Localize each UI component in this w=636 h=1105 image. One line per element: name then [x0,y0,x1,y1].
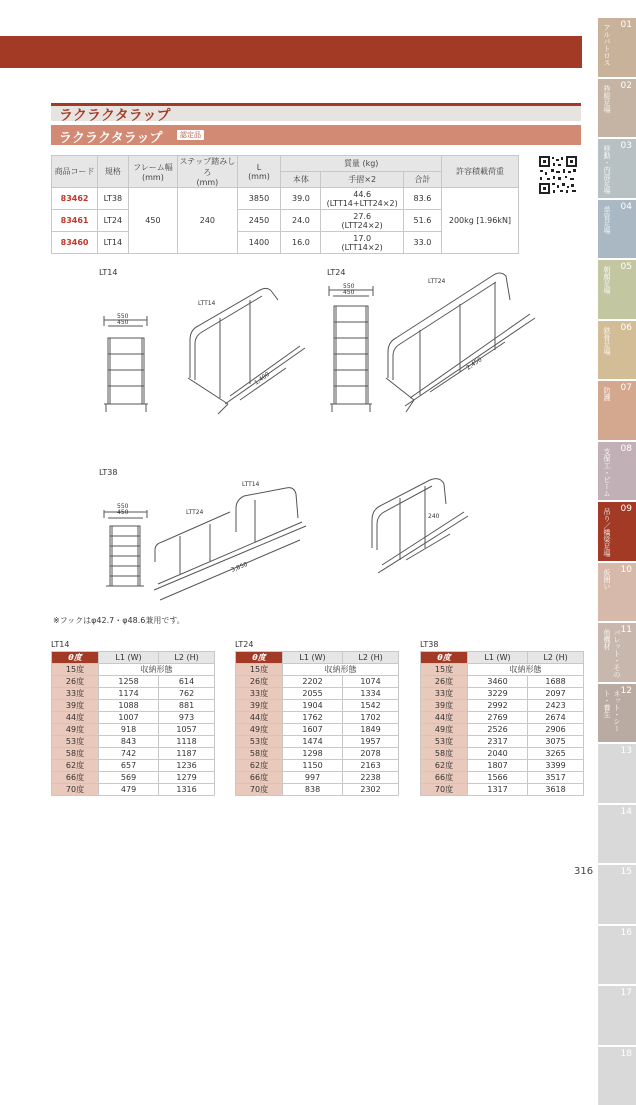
l2-value: 1542 [343,700,399,712]
l2-value: 3075 [528,736,584,748]
angle-degree: 26度 [52,676,99,688]
l1-value: 2526 [468,724,528,736]
header-load: 許容積載荷重 [441,156,518,188]
lt14-length: 1,400 [253,371,271,387]
section-label: 朝顔足場 [602,266,612,294]
lt38-rail-label-1: LTT24 [186,509,204,516]
lt14-width-outer: 550 [117,313,129,320]
detail-view [372,479,468,573]
detail-dimension: 240 [428,513,440,520]
lt24-width-inner: 450 [343,289,355,296]
stored-label: 収納形態 [468,664,584,676]
l1-value: 657 [99,760,159,772]
angle-row [236,724,399,736]
angle-degree: 62度 [236,760,283,772]
angle-row [236,748,399,760]
l2-value: 1688 [528,676,584,688]
lt38-side-view [154,488,306,600]
l2-value: 1702 [343,712,399,724]
l1-value: 1607 [283,724,343,736]
section-label: 支保工・ビーム [602,448,612,497]
body-weight: 24.0 [281,210,321,232]
section-tab-06[interactable] [598,321,636,380]
angle-row [52,688,215,700]
l1-value: 1566 [468,772,528,784]
angle-degree: 33度 [236,688,283,700]
lt14-side-view [188,288,305,414]
section-number: 17 [621,988,632,998]
header-length: L (mm) [237,156,281,188]
lt14-front-view [104,316,148,412]
section-number: 15 [621,867,632,877]
angle-row [421,688,584,700]
angle-degree: 15度 [421,664,468,676]
angle-degree: 70度 [236,784,283,796]
angle-row [421,712,584,724]
l2-value: 2078 [343,748,399,760]
angle-table-label: LT14 [51,640,69,649]
angle-degree: 33度 [52,688,99,700]
section-label: 吊り／橋梁足場 [602,508,612,557]
section-tab-10[interactable] [598,563,636,622]
angle-degree: 26度 [421,676,468,688]
section-label: ネット・シート・養生 [602,690,622,743]
l1-value: 2055 [283,688,343,700]
l2-value: 762 [159,688,215,700]
angle-row [421,772,584,784]
angle-degree: 58度 [52,748,99,760]
rail-weight-detail: (LTT24×2) [342,221,383,230]
l1-value: 838 [283,784,343,796]
body-weight: 16.0 [281,232,321,254]
angle-row [236,664,399,676]
angle-table-lt24 [235,651,399,796]
header-code: 商品コード [52,156,98,188]
angle-row [236,736,399,748]
header-frame: フレーム幅 (mm) [128,156,178,188]
l1-value: 1174 [99,688,159,700]
l1-value: 2040 [468,748,528,760]
angle-degree: 66度 [421,772,468,784]
l2-value: 1057 [159,724,215,736]
section-tab-05[interactable] [598,260,636,319]
l1-value: 2202 [283,676,343,688]
l2-value: 3618 [528,784,584,796]
angle-degree: 66度 [52,772,99,784]
angle-degree: 53度 [421,736,468,748]
total-weight: 83.6 [403,188,441,210]
section-label: 単管足場 [602,206,612,234]
l2-value: 2302 [343,784,399,796]
angle-degree: 58度 [421,748,468,760]
angle-degree: 44度 [421,712,468,724]
angle-degree: 15度 [52,664,99,676]
header-rail: 手摺×2 [321,172,403,188]
lt14-rail-label: LTT14 [198,300,216,307]
angle-header-row [236,652,399,664]
angle-degree: 70度 [421,784,468,796]
lt38-width-outer: 550 [117,503,129,510]
theta-header: θ度 [421,652,468,664]
section-number: 01 [621,20,632,30]
header-step: ステップ踏みしろ (mm) [178,156,237,188]
angle-degree: 62度 [52,760,99,772]
allowable-load: 200kg [1.96kN] [441,188,518,254]
page-number: 316 [574,866,593,877]
step-width: 240 [178,188,237,254]
lt24-side-view [386,273,535,412]
l2-value: 1187 [159,748,215,760]
section-label: 仮囲い [602,569,612,590]
total-weight: 51.6 [403,210,441,232]
l1-value: 918 [99,724,159,736]
section-number: 16 [621,928,632,938]
l2-value: 881 [159,700,215,712]
hook-note: ※フックはφ42.7・φ48.6兼用です。 [53,615,185,626]
lt38-rail-label-2: LTT14 [242,481,260,488]
section-label: パレット・その他機材 [602,629,622,682]
angle-row [421,784,584,796]
section-tab-08[interactable] [598,442,636,501]
angle-row [421,664,584,676]
angle-row [236,700,399,712]
angle-row [236,712,399,724]
l2-value: 614 [159,676,215,688]
l1-value: 2769 [468,712,528,724]
rail-weight-value: 17.0 [353,234,371,243]
l1-value: 1150 [283,760,343,772]
product-code: 83461 [52,210,98,232]
angle-degree: 58度 [236,748,283,760]
l2-value: 2674 [528,712,584,724]
rail-weight-value: 27.6 [353,212,371,221]
l2-value: 2097 [528,688,584,700]
section-number: 10 [621,565,632,575]
l1-value: 3460 [468,676,528,688]
l1-value: 1317 [468,784,528,796]
angle-row [421,700,584,712]
angle-degree: 39度 [421,700,468,712]
section-number: 13 [621,746,632,756]
section-tab-13[interactable] [598,744,636,803]
stored-label: 収納形態 [99,664,215,676]
l1-value: 479 [99,784,159,796]
angle-degree: 44度 [236,712,283,724]
angle-row [52,736,215,748]
l2-value: 3265 [528,748,584,760]
l1-value: 2992 [468,700,528,712]
section-number: 12 [621,686,632,696]
angle-row [52,784,215,796]
product-code: 83460 [52,232,98,254]
section-tab-01[interactable] [598,18,636,77]
certified-badge: 認定品 [177,130,204,140]
l1-value: 997 [283,772,343,784]
angle-row [236,676,399,688]
section-tab-16[interactable] [598,926,636,985]
l1-header: L1 (W) [283,652,343,664]
diagram-label-lt24: LT24 [327,268,345,277]
angle-row [52,760,215,772]
angle-table-label: LT24 [235,640,253,649]
l1-value: 569 [99,772,159,784]
total-weight: 33.0 [403,232,441,254]
l2-value: 1316 [159,784,215,796]
l2-value: 2423 [528,700,584,712]
header-body: 本体 [281,172,321,188]
l1-value: 1088 [99,700,159,712]
l1-value: 1474 [283,736,343,748]
l1-value: 1298 [283,748,343,760]
section-number: 02 [621,81,632,91]
l2-value: 973 [159,712,215,724]
l2-value: 1334 [343,688,399,700]
angle-row [421,760,584,772]
theta-header: θ度 [52,652,99,664]
l1-header: L1 (W) [99,652,159,664]
section-tab-12[interactable] [598,684,636,743]
section-number: 03 [621,141,632,151]
angle-degree: 15度 [236,664,283,676]
angle-degree: 62度 [421,760,468,772]
length: 3850 [237,188,281,210]
angle-row [236,760,399,772]
angle-row [236,688,399,700]
angle-row [421,748,584,760]
length: 2450 [237,210,281,232]
l1-value: 3229 [468,688,528,700]
page-subtitle: ラクラクタラップ [59,127,162,146]
rail-weight-value: 44.6 [353,190,371,199]
lt24-width-outer: 550 [343,283,355,290]
lt24-front-view [329,286,373,412]
l2-value: 1074 [343,676,399,688]
section-number: 11 [621,625,632,635]
angle-degree: 53度 [236,736,283,748]
l2-value: 2163 [343,760,399,772]
angle-degree: 44度 [52,712,99,724]
stored-label: 収納形態 [283,664,399,676]
lt38-front-view [104,510,147,586]
l2-header: L2 (H) [343,652,399,664]
section-tab-11[interactable] [598,623,636,682]
l2-value: 1849 [343,724,399,736]
angle-degree: 39度 [236,700,283,712]
l2-value: 2906 [528,724,584,736]
l2-value: 3517 [528,772,584,784]
angle-header-row [421,652,584,664]
l1-value: 2317 [468,736,528,748]
section-tab-02[interactable] [598,79,636,138]
section-number: 07 [621,383,632,393]
l1-value: 1762 [283,712,343,724]
section-label: 鉄骨足場 [602,327,612,355]
angle-row [236,772,399,784]
angle-row [52,724,215,736]
l2-value: 1279 [159,772,215,784]
theta-header: θ度 [236,652,283,664]
angle-row [52,772,215,784]
angle-degree: 49度 [236,724,283,736]
l1-value: 1807 [468,760,528,772]
section-tab-14[interactable] [598,805,636,864]
section-number: 05 [621,262,632,272]
section-number: 04 [621,202,632,212]
lt38-length: 3,850 [230,561,249,574]
angle-degree: 70度 [52,784,99,796]
diagram-label-lt14: LT14 [99,268,117,277]
angle-degree: 49度 [52,724,99,736]
section-tab-03[interactable] [598,139,636,198]
angle-degree: 39度 [52,700,99,712]
angle-table-lt38 [420,651,584,796]
section-tab-18[interactable] [598,1047,636,1105]
section-label: 枠組足場 [602,85,612,113]
l1-value: 843 [99,736,159,748]
page-title: ラクラクタラップ [59,105,170,125]
length: 1400 [237,232,281,254]
model: LT38 [98,188,128,210]
frame-width: 450 [128,188,178,254]
l1-header: L1 (W) [468,652,528,664]
angle-degree: 49度 [421,724,468,736]
section-number: 06 [621,323,632,333]
model: LT14 [98,232,128,254]
header-weight: 質量 (kg) [281,156,441,172]
l1-value: 1904 [283,700,343,712]
angle-row [236,784,399,796]
section-tab-04[interactable] [598,200,636,259]
model: LT24 [98,210,128,232]
l2-value: 1118 [159,736,215,748]
section-label: アルバトロス [602,24,612,66]
angle-row [421,676,584,688]
angle-table-label: LT38 [420,640,438,649]
section-label: 移動・内部足場 [602,145,612,194]
angle-header-row [52,652,215,664]
lt38-width-inner: 450 [117,509,129,516]
body-weight: 39.0 [281,188,321,210]
section-tab-07[interactable] [598,381,636,440]
section-number: 14 [621,807,632,817]
l2-value: 1236 [159,760,215,772]
l2-value: 1957 [343,736,399,748]
section-number: 09 [621,504,632,514]
angle-table-lt14 [51,651,215,796]
l1-value: 1258 [99,676,159,688]
product-code: 83462 [52,188,98,210]
diagram-label-lt38: LT38 [99,468,117,477]
section-tab-15[interactable] [598,865,636,924]
angle-row [421,736,584,748]
l2-value: 3399 [528,760,584,772]
angle-row [52,676,215,688]
angle-row [52,712,215,724]
header-model: 規格 [98,156,128,188]
angle-degree: 53度 [52,736,99,748]
angle-row [421,724,584,736]
l2-header: L2 (H) [159,652,215,664]
section-tab-17[interactable] [598,986,636,1045]
angle-degree: 26度 [236,676,283,688]
angle-row [52,664,215,676]
l1-value: 742 [99,748,159,760]
angle-degree: 33度 [421,688,468,700]
rail-weight-detail: (LTT14+LTT24×2) [327,199,398,208]
header-total: 合計 [403,172,441,188]
section-number: 08 [621,444,632,454]
l1-value: 1007 [99,712,159,724]
angle-degree: 66度 [236,772,283,784]
section-number: 18 [621,1049,632,1059]
section-tab-09[interactable] [598,502,636,561]
lt14-width-inner: 450 [117,319,129,326]
rail-weight-detail: (LTT14×2) [342,243,383,252]
lt24-rail-label: LTT24 [428,278,446,285]
l2-value: 2238 [343,772,399,784]
section-label: 防護 [602,387,612,401]
lt24-length: 2,450 [465,356,483,372]
angle-row [52,748,215,760]
angle-row [52,700,215,712]
l2-header: L2 (H) [528,652,584,664]
